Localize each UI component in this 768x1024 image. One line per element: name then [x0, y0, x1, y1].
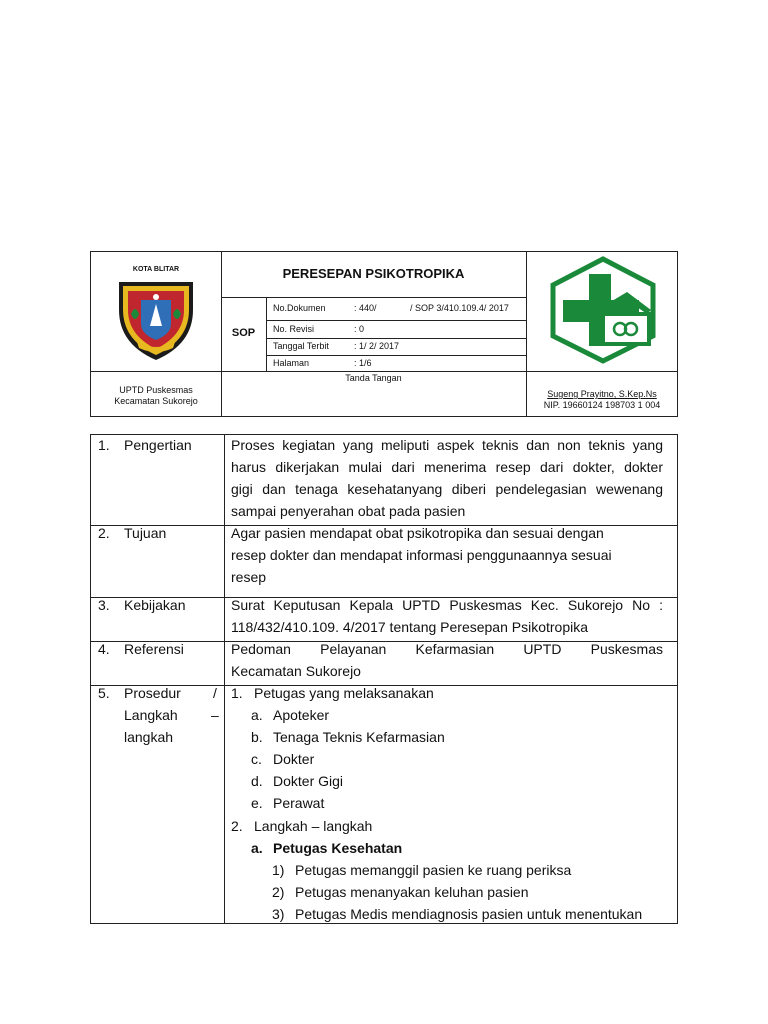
meta-value-revisi: : 0 — [354, 324, 365, 334]
row-text-line: 118/432/410.109. 4/2017 tentang Peresepan Psikotropika — [231, 619, 589, 635]
row-label-langkah: Langkah — [124, 707, 178, 723]
sub-heading: Petugas Kesehatan — [273, 840, 403, 856]
list-item: Petugas menanyakan keluhan pasien — [295, 884, 529, 900]
row-text-line: resep — [231, 569, 267, 585]
row-text-line: Kecamatan Sukorejo — [231, 663, 361, 679]
city-shield-logo — [113, 264, 199, 364]
row-text-line: Pedoman Pelayanan Kefarmasian UPTD Puskesmas — [231, 641, 663, 657]
list-marker: 3) — [272, 906, 285, 922]
list-marker: d. — [251, 773, 263, 789]
signature-label: Tanda Tangan — [345, 373, 402, 383]
meta-value2-dokumen: / SOP 3/410.109.4/ 2017 — [410, 303, 509, 313]
list-item: Apoteker — [273, 707, 330, 723]
list-item: Dokter Gigi — [273, 773, 344, 789]
row-number: 2. — [98, 525, 110, 541]
city-label: KOTA BLITAR — [132, 266, 180, 273]
page-title: PERESEPAN PSIKOTROPIKA — [282, 266, 465, 281]
row-label-prosedur: Prosedur — [124, 685, 181, 701]
meta-label-tanggal: Tanggal Terbit — [273, 341, 329, 351]
meta-label-dokumen: No.Dokumen — [273, 303, 326, 313]
row-number: 1. — [98, 437, 110, 453]
row-number: 4. — [98, 641, 110, 657]
sop-header-box — [90, 251, 678, 417]
meta-label-revisi: No. Revisi — [273, 324, 315, 334]
meta-value-tanggal: : 1/ 2/ 2017 — [354, 341, 400, 351]
row-text-line: Proses kegiatan yang meliputi aspek teknis dan non teknis yang — [231, 437, 663, 453]
sop-label: SOP — [231, 327, 256, 339]
row-text-line: gigi dan tenaga kesehatanyang diberi pendelegasian wewenang — [231, 481, 663, 497]
list-marker: 2) — [272, 884, 285, 900]
list-marker: a. — [251, 840, 263, 856]
row-number: 3. — [98, 597, 110, 613]
signer-name: Sugeng Prayitno, S.Kep.Ns — [547, 389, 657, 399]
org-name-line2: Kecamatan Sukorejo — [114, 396, 198, 406]
row-text-line: Agar pasien mendapat obat psikotropika dan sesuai dengan — [231, 525, 604, 541]
list-marker: a. — [251, 707, 263, 723]
row-label-referensi: Referensi — [124, 641, 184, 657]
row-label-dash: – — [211, 707, 219, 723]
row-text-line: sampai penyerahan obat pada pasien — [231, 503, 466, 519]
puskesmas-logo — [547, 256, 659, 364]
list-item: Tenaga Teknis Kefarmasian — [273, 729, 445, 745]
row-number: 5. — [98, 685, 110, 701]
list-item: Dokter — [273, 751, 315, 767]
list-item: Petugas Medis mendiagnosis pasien untuk menentukan — [295, 906, 643, 922]
row-label-tujuan: Tujuan — [124, 525, 167, 541]
list-item: Perawat — [273, 795, 325, 811]
org-name-line1: UPTD Puskesmas — [119, 385, 193, 395]
step-text: Langkah – langkah — [254, 818, 373, 834]
signer-nip: NIP. 19660124 198703 1 004 — [543, 400, 661, 410]
row-label-langkah2: langkah — [124, 729, 174, 745]
list-marker: b. — [251, 729, 263, 745]
row-text-line: Surat Keputusan Kepala UPTD Puskesmas Kec. Sukorejo No : — [231, 597, 663, 613]
step-number: 1. — [231, 685, 243, 701]
list-marker: c. — [251, 751, 262, 767]
row-label-kebijakan: Kebijakan — [124, 597, 186, 613]
list-item: Petugas memanggil pasien ke ruang periksa — [295, 862, 572, 878]
row-label-slash: / — [213, 685, 217, 701]
meta-value-dokumen: : 440/ — [354, 303, 377, 313]
row-label-pengertian: Pengertian — [124, 437, 192, 453]
list-marker: 1) — [272, 862, 285, 878]
step-text: Petugas yang melaksanakan — [254, 685, 434, 701]
row-text-line: harus dikerjakan mulai dari menerima resep dari dokter, dokter — [231, 459, 663, 475]
meta-value-halaman: : 1/6 — [354, 358, 372, 368]
meta-label-halaman: Halaman — [273, 358, 310, 368]
sop-content-table — [90, 434, 678, 924]
step-number: 2. — [231, 818, 243, 834]
list-marker: e. — [251, 795, 263, 811]
row-text-line: resep dokter dan mendapat informasi penggunaannya sesuai — [231, 547, 612, 563]
